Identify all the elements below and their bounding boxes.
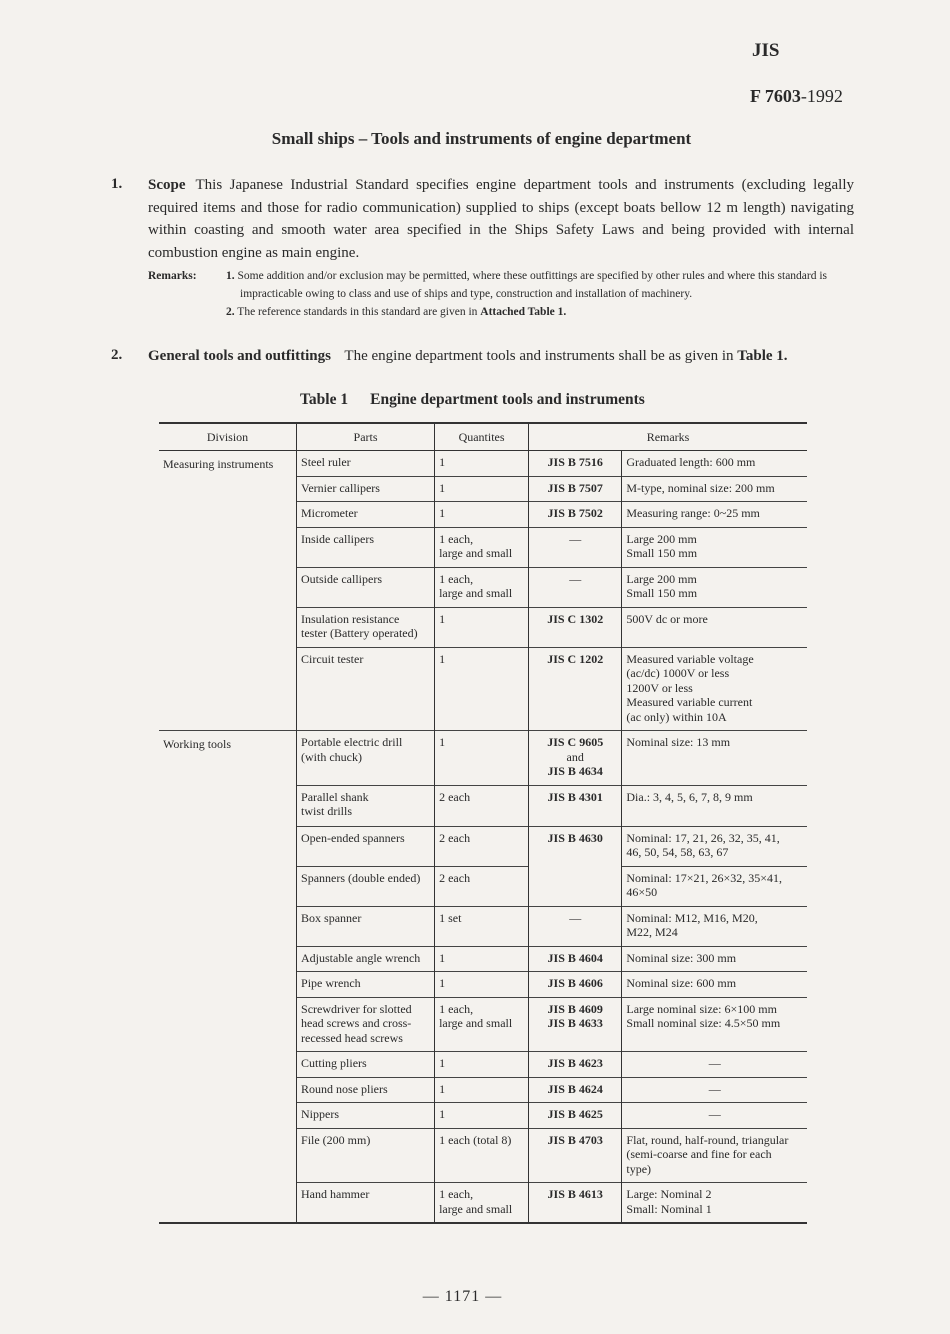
part-cell: Steel ruler (297, 451, 435, 477)
remark-cell: Graduated length: 600 mm (622, 451, 807, 477)
part-cell: Pipe wrench (297, 972, 435, 998)
table-caption-number: Table 1 (300, 391, 349, 408)
remark-cell: Large 200 mm Small 150 mm (622, 527, 807, 567)
remark-cell: Nominal: M12, M16, M20, M22, M24 (622, 906, 807, 946)
standard-cell: JIS B 4604 (529, 946, 622, 972)
remark-cell: Measured variable voltage (ac/dc) 1000V or less 1200V or less Measured variable current (ac only) within 10A (622, 647, 807, 731)
remark-cell: Measuring range: 0~25 mm (622, 502, 807, 528)
division-cell: Working tools (159, 731, 297, 1224)
section-2-text: The engine department tools and instruments shall be as given in (344, 348, 738, 364)
standard-number (750, 86, 843, 107)
part-cell: Round nose pliers (297, 1077, 435, 1103)
remark-cell: Large nominal size: 6×100 mm Small nominal size: 4.5×50 mm (622, 997, 807, 1052)
standard-cell: — (529, 527, 622, 567)
qty-cell: 1 (435, 1103, 529, 1129)
remark-cell: — (622, 1077, 807, 1103)
standard-cell: JIS B 4613 (529, 1183, 622, 1224)
division-cell: Measuring instruments (159, 451, 297, 731)
table-row (159, 731, 807, 786)
qty-cell: 2 each (435, 785, 529, 826)
qty-cell: 1 set (435, 906, 529, 946)
standard-cell: JIS B 4625 (529, 1103, 622, 1129)
part-cell: Vernier callipers (297, 476, 435, 502)
document-title: Small ships – Tools and instruments of engine department (271, 129, 692, 148)
standard-code-a: JIS C 9605 (547, 735, 604, 749)
part-cell: Inside callipers (297, 527, 435, 567)
standard-cell: JIS B 7502 (529, 502, 622, 528)
part-cell: Parallel shank twist drills (297, 785, 435, 826)
section-2-paragraph (148, 345, 858, 368)
standard-cell: JIS B 7516 (529, 451, 622, 477)
table-header-row (159, 423, 807, 451)
header-remarks: Remarks (529, 423, 807, 451)
qty-cell: 1 (435, 731, 529, 786)
remarks-label: Remarks: (148, 270, 197, 282)
page-number: — 1171 — (422, 1288, 503, 1305)
section-1-number: 1. (111, 176, 123, 192)
remark-cell: M-type, nominal size: 200 mm (622, 476, 807, 502)
remark-cell: Flat, round, half-round, triangular (semi-coarse and fine for each type) (622, 1128, 807, 1183)
standard-cell: JIS B 4301 (529, 785, 622, 826)
part-cell: Portable electric drill (with chuck) (297, 731, 435, 786)
remark-cell: Dia.: 3, 4, 5, 6, 7, 8, 9 mm (622, 785, 807, 826)
standard-cell: JIS B 4623 (529, 1052, 622, 1078)
section-2-number: 2. (111, 347, 123, 363)
part-cell: Spanners (double ended) (297, 866, 435, 906)
standard-cell: JIS B 4703 (529, 1128, 622, 1183)
standard-year: -1992 (800, 86, 843, 106)
table-caption-title: Engine department tools and instruments (370, 391, 645, 408)
standard-code-b: JIS B 4634 (547, 764, 603, 778)
remark-cell: Nominal: 17×21, 26×32, 35×41, 46×50 (622, 866, 807, 906)
standard-cell: — (529, 567, 622, 607)
part-cell: Outside callipers (297, 567, 435, 607)
qty-cell: 1 each (total 8) (435, 1128, 529, 1183)
qty-cell: 1 (435, 607, 529, 647)
remark-cell: Nominal: 17, 21, 26, 32, 35, 41, 46, 50, 54, 58, 63, 67 (622, 826, 807, 866)
remark-cell: Nominal size: 13 mm (622, 731, 807, 786)
standard-cell: JIS B 4624 (529, 1077, 622, 1103)
remark-item-2 (226, 303, 858, 321)
remark-item-2-ref: Attached Table 1. (480, 306, 567, 318)
part-cell: Adjustable angle wrench (297, 946, 435, 972)
qty-cell: 1 (435, 451, 529, 477)
part-cell: Hand hammer (297, 1183, 435, 1224)
table-row (159, 451, 807, 477)
part-cell: Insulation resistance tester (Battery operated) (297, 607, 435, 647)
remark-cell: 500V dc or more (622, 607, 807, 647)
section-1-heading: Scope (148, 177, 186, 193)
standard-cell: JIS C 1202 (529, 647, 622, 731)
qty-cell: 1 (435, 502, 529, 528)
part-cell: Cutting pliers (297, 1052, 435, 1078)
qty-cell: 1 (435, 476, 529, 502)
header-parts: Parts (297, 423, 435, 451)
remark-item-1 (226, 267, 858, 303)
standard-cell: JIS B 4606 (529, 972, 622, 998)
part-cell: Box spanner (297, 906, 435, 946)
part-cell: Open-ended spanners (297, 826, 435, 866)
remarks-block (148, 267, 858, 321)
remark-item-1-number: 1. (226, 270, 235, 282)
table-caption (300, 391, 667, 409)
standard-and: and (566, 749, 584, 764)
qty-cell: 1 (435, 1077, 529, 1103)
standard-cell: JIS B 4609 JIS B 4633 (529, 997, 622, 1052)
qty-cell: 1 each, large and small (435, 527, 529, 567)
standard-code: F 7603 (750, 86, 801, 106)
qty-cell: 1 (435, 1052, 529, 1078)
qty-cell: 1 (435, 647, 529, 731)
remark-cell: — (622, 1052, 807, 1078)
jis-mark: JIS (752, 40, 780, 61)
remark-item-1-text: Some addition and/or exclusion may be permitted, where these outfittings are specified by other rules and where this standard is impracticable owing to class and use of ships and type, construction and installation of machinery. (237, 270, 828, 300)
part-cell: Circuit tester (297, 647, 435, 731)
section-1-text: This Japanese Industrial Standard specifies engine department tools and instruments (excluding legally required items and those for radio communication) supplied to ships (except boats bellow 12 m length) navigating within coasting and smooth water area specified in the Ships Safety Laws and being provided with internal combustion engine as main engine. (148, 177, 854, 261)
qty-cell: 1 (435, 946, 529, 972)
remark-cell: Nominal size: 600 mm (622, 972, 807, 998)
remark-cell: Large 200 mm Small 150 mm (622, 567, 807, 607)
standard-cell: JIS B 4630 (529, 826, 622, 906)
section-2-ref: Table 1. (737, 348, 788, 364)
part-cell: Nippers (297, 1103, 435, 1129)
part-cell: Screwdriver for slotted head screws and cross- recessed head screws (297, 997, 435, 1052)
section-1-paragraph (148, 174, 854, 264)
part-cell: File (200 mm) (297, 1128, 435, 1183)
qty-cell: 1 each, large and small (435, 567, 529, 607)
remark-cell: Nominal size: 300 mm (622, 946, 807, 972)
part-cell: Micrometer (297, 502, 435, 528)
remark-cell: — (622, 1103, 807, 1129)
standard-cell (529, 731, 622, 786)
standard-cell: — (529, 906, 622, 946)
standard-cell: JIS C 1302 (529, 607, 622, 647)
header-quantities: Quantites (435, 423, 529, 451)
remark-item-2-number: 2. (226, 306, 235, 318)
qty-cell: 1 (435, 972, 529, 998)
header-division: Division (159, 423, 297, 451)
qty-cell: 2 each (435, 866, 529, 906)
remark-cell: Large: Nominal 2 Small: Nominal 1 (622, 1183, 807, 1224)
qty-cell: 2 each (435, 826, 529, 866)
qty-cell: 1 each, large and small (435, 997, 529, 1052)
tools-table (159, 422, 807, 1224)
qty-cell: 1 each, large and small (435, 1183, 529, 1224)
standard-cell: JIS B 7507 (529, 476, 622, 502)
remark-item-2-text: The reference standards in this standard are given in (237, 306, 481, 318)
section-2-heading: General tools and outfittings (148, 348, 331, 364)
